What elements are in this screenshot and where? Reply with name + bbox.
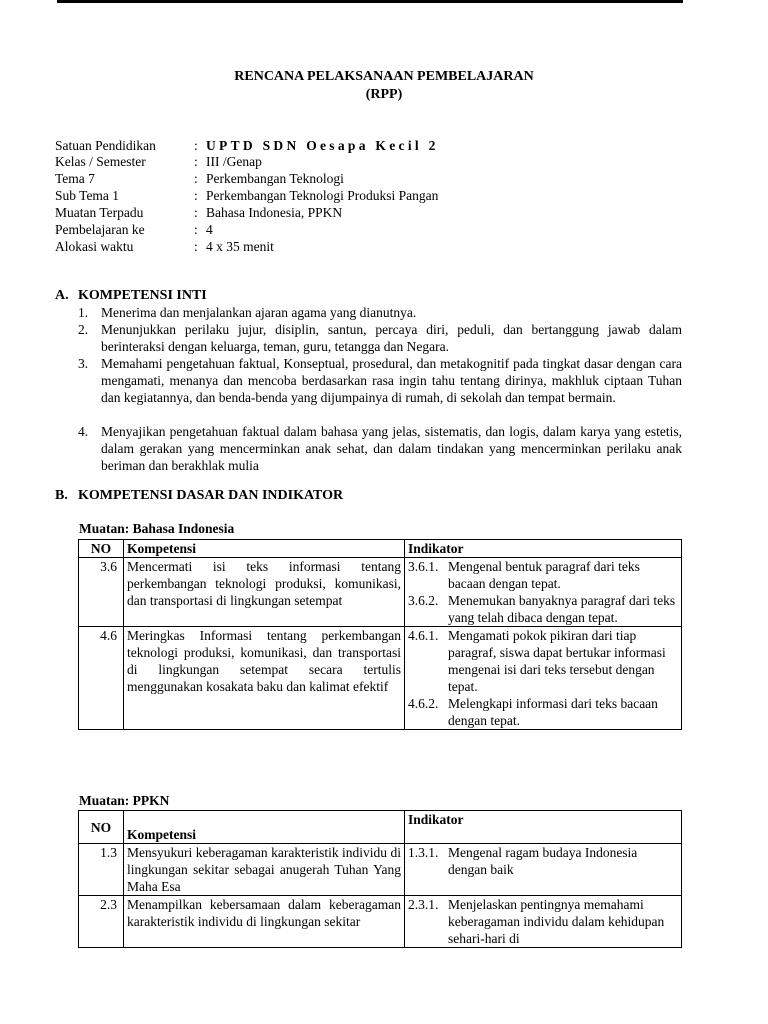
identity-label: Muatan Terpadu [55, 205, 144, 220]
table-header-row [79, 540, 682, 558]
row-kompetensi: Mencermati isi teks informasi tentang perkembangan teknologi produksi, komunikasi, dan transportasi di lingkungan setempat [124, 558, 405, 627]
ki-number: 4. [78, 424, 89, 439]
row-no: 1.3 [79, 844, 124, 896]
identity-label: Sub Tema 1 [55, 188, 120, 203]
identity-colon: : [194, 205, 198, 220]
identity-colon: : [194, 222, 198, 237]
indikator-text: Menemukan banyaknya paragraf dari teks yang telah dibaca dengan tepat. [448, 593, 676, 625]
header-indikator: Indikator [405, 811, 682, 844]
ki-item [78, 355, 682, 423]
kd-table-ppkn [78, 810, 682, 948]
ki-text: Memahami pengetahuan faktual, Konseptual, prosedural, dan metakognitif pada tingkat dasar dengan cara mengamati, menanya dan mencoba berdasarkan rasa ingin tahu tentang dirinya, makhluk ciptaan Tuhan dan kegiatannya, dan benda-benda yang dijumpainya di rumah, di sekolah dan tempat bermain. [101, 356, 682, 405]
identity-label: Satuan Pendidikan [55, 138, 156, 153]
section-letter: A. [55, 288, 69, 303]
identity-value: Perkembangan Teknologi Produksi Pangan [206, 188, 439, 203]
identity-value: III /Genap [206, 154, 262, 169]
section-title: KOMPETENSI DASAR DAN INDIKATOR [78, 488, 344, 503]
ki-item [78, 304, 682, 321]
section-a-heading [55, 288, 207, 304]
row-indikator [405, 844, 682, 896]
table-caption: Muatan: Bahasa Indonesia [79, 521, 235, 536]
row-no: 4.6 [79, 627, 124, 730]
row-no: 2.3 [79, 896, 124, 948]
indikator-item [408, 558, 678, 592]
ki-text: Menyajikan pengetahuan faktual dalam bahasa yang jelas, sistematis, dan logis, dalam karya yang estetis, dalam gerakan yang mencerminkan anak sehat, dan dalam tindakan yang mencerminkan perilaku anak beriman dan berakhlak mulia [101, 424, 682, 473]
table-row [79, 896, 682, 948]
identity-label: Pembelajaran ke [55, 222, 145, 237]
row-indikator [405, 558, 682, 627]
ki-number: 3. [78, 356, 89, 371]
row-no: 3.6 [79, 558, 124, 627]
indikator-text: Mengenal ragam budaya Indonesia dengan baik [448, 845, 638, 877]
identity-colon: : [194, 138, 198, 153]
section-letter: B. [55, 488, 68, 503]
section-title: KOMPETENSI INTI [78, 288, 207, 303]
indikator-item [408, 695, 678, 729]
row-kompetensi: Meringkas Informasi tentang perkembangan teknologi produksi, komunikasi, dan transportasi di lingkungan setempat secara tertulis menggunakan kosakata baku dan kalimat efektif [124, 627, 405, 730]
header-kompetensi: Kompetensi [124, 811, 405, 844]
ki-number: 1. [78, 305, 89, 320]
ki-text: Menerima dan menjalankan ajaran agama yang dianutnya. [101, 305, 417, 320]
top-border-line [57, 0, 683, 3]
identity-colon: : [194, 239, 198, 254]
kd-table-bahasa-indonesia [78, 539, 682, 730]
indikator-text: Melengkapi informasi dari teks bacaan dengan tepat. [448, 696, 658, 728]
indikator-number: 3.6.1. [408, 559, 439, 574]
document-subtitle: (RPP) [365, 87, 403, 102]
table-row [79, 627, 682, 730]
indikator-number: 3.6.2. [408, 593, 439, 608]
indikator-item [408, 592, 678, 626]
identity-value: Perkembangan Teknologi [206, 171, 344, 186]
indikator-text: Mengamati pokok pikiran dari tiap paragraf, siswa dapat bertukar informasi mengenai isi dari teks tersebut dengan tepat. [448, 628, 666, 694]
row-indikator [405, 896, 682, 948]
indikator-number: 2.3.1. [408, 897, 439, 912]
table-row [79, 558, 682, 627]
table-caption: Muatan: PPKN [79, 793, 170, 808]
indikator-number: 4.6.1. [408, 628, 439, 643]
indikator-text: Mengenal bentuk paragraf dari teks bacaan dengan tepat. [448, 559, 640, 591]
header-kompetensi: Kompetensi [124, 540, 405, 558]
identity-label: Alokasi waktu [55, 239, 134, 254]
row-indikator [405, 627, 682, 730]
header-no: NO [79, 811, 124, 844]
indikator-item [408, 896, 678, 947]
header-no: NO [79, 540, 124, 558]
identity-colon: : [194, 171, 198, 186]
indikator-number: 1.3.1. [408, 845, 439, 860]
table-row [79, 844, 682, 896]
identity-colon: : [194, 154, 198, 169]
document-title: RENCANA PELAKSANAAN PEMBELAJARAN [234, 69, 534, 84]
indikator-number: 4.6.2. [408, 696, 439, 711]
indikator-item [408, 627, 678, 695]
ki-item [78, 423, 682, 474]
identity-label: Tema 7 [55, 171, 95, 186]
ki-number: 2. [78, 322, 89, 337]
ki-item [78, 321, 682, 355]
identity-value: Bahasa Indonesia, PPKN [206, 205, 343, 220]
header-indikator: Indikator [405, 540, 682, 558]
identity-value: 4 [206, 222, 213, 237]
identity-value: 4 x 35 menit [206, 239, 274, 254]
row-kompetensi: Mensyukuri keberagaman karakteristik individu di lingkungan sekitar sebagai anugerah Tuhan Yang Maha Esa [124, 844, 405, 896]
identity-value: UPTD SDN Oesapa Kecil 2 [206, 138, 439, 153]
ki-text: Menunjukkan perilaku jujur, disiplin, santun, percaya diri, peduli, dan bertanggung jawab dalam berinteraksi dengan keluarga, teman, guru, tetangga dan Negara. [101, 322, 682, 354]
row-kompetensi: Menampilkan kebersamaan dalam keberagaman karakteristik individu di lingkungan sekitar [124, 896, 405, 948]
identity-colon: : [194, 188, 198, 203]
identity-label: Kelas / Semester [55, 154, 146, 169]
indikator-text: Menjelaskan pentingnya memahami keberagaman individu dalam kehidupan sehari-hari di [448, 897, 665, 946]
section-b-heading [55, 488, 343, 504]
indikator-item [408, 844, 678, 878]
table-header-row [79, 811, 682, 844]
